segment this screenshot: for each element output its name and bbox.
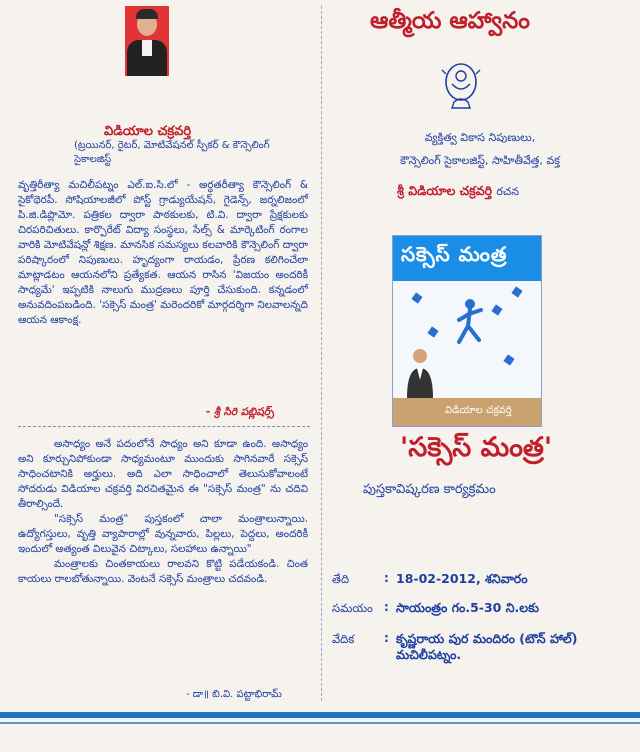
creator-role-line: కౌన్సెలింగ్ సైకాలజిస్ట్, సాహితీవేత్త, వక్త xyxy=(400,154,560,167)
date-value: 18-02-2012, శనివారం xyxy=(396,571,528,586)
review-paragraph: మంత్రాలకు చింతకాయలు రాలవని కొట్టి పడేయకండి. చింత కాయలు రాలబోతున్నాయి. వెంటనే సక్సెస్ మంత్రాలు చదవండి. xyxy=(18,558,308,585)
venue-value: కృష్ణరాయ పుర మందిరం (టౌన్ హాల్) మచిలీపట్నం. xyxy=(396,631,578,662)
author-bio: వృత్తిరీత్యా మచిలీపట్నం ఎల్.ఐ.సి.లో - అర్థతరీత్యా కౌన్సెలింగ్ & సైకోథెరపీ. సోషియాలజీలో పోస్ట్ గ్రాడ్యుయేషన్, గైడెన్స్, జర్నలిజంలో పి.జి.డిప్లొమో. పత్రికల ద్వారా పాఠకులకు, టి.వి. ద్వారా ప్రేక్షకులకు చిరపరిచితులు. కార్పొరేట్ విద్యా సంస్థలు, సేల్స్ & మార్కెటింగ్ రంగాల వారికి మోటివేషన్లో శిక్షణ. మానసిక సమస్యలు కలవారికి కౌన్సెలింగ్ ద్వారా పరిష్కారంలో నిపుణులు. హృద్యంగా రాయడం, ప్రేరణ కలిగించేలా మాట్లాడటం ఆయనలోని ప్రత్యేకత. ఆయన రాసిన 'విజయం అందరికీ సాధ్యమే' ఇప్పటికి నాలుగు ముద్రణలు పూర్తి చేసుకుంది. కన్నడంలో అనువదింపబడింది. 'సక్సెస్ మంత్ర' మరెందరికో మార్గదర్శిగా నిలవాలన్నది ఆయన ఆకాంక్ష. xyxy=(18,179,308,326)
column-divider xyxy=(321,6,322,701)
footer-bar-thin xyxy=(0,722,640,724)
runner-figure-icon xyxy=(455,298,485,348)
review-paragraph: అసాధ్యం అనే పదంలోనే సాధ్యం అని కూడా ఉంది. అసాధ్యం అని కూర్చునిపోకుండా సాధ్యమంటూ ముందుకు సాగినవారే సక్సెస్ సాధించటానికి అర్హులు. అది ఎలా సాధించాలో తెలుసుకోవాలంటే సోదరుడు విడియాల చక్రవర్తి విరచితమైన ఈ "సక్సెస్ మంత్ర" ను చదివి తీరాల్సిందే. xyxy=(18,438,308,510)
book-cover-title: సక్సెస్ మంత్ర xyxy=(401,242,508,266)
author-roles: (ట్రయినర్, రైటర్, మోటివేషనల్ స్పీకర్ & కౌన్సెలింగ్ సైకాలజిస్ట్ xyxy=(74,140,270,165)
book-cover-author: విడియాల చక్రవర్తి xyxy=(445,405,512,416)
venue-colon: : xyxy=(384,631,389,645)
date-label: తేది xyxy=(332,572,350,586)
time-label: సమయం xyxy=(332,601,373,615)
cover-shard xyxy=(411,292,422,303)
venue-label: వేదిక xyxy=(332,632,355,646)
creator-role-line: వ్యక్తిత్వ వికాస నిపుణులు, xyxy=(424,131,536,144)
footer-bar xyxy=(0,712,640,718)
event-subtitle: పుస్తకావిష్కరణ కార్యక్రమం xyxy=(363,482,496,497)
cover-shard xyxy=(491,304,502,315)
invitation-title: ఆత్మీయ ఆహ్వానం xyxy=(370,8,530,34)
publisher-signature: - శ్రీ సిరి పబ్లిషర్స్ xyxy=(206,406,275,418)
section-divider xyxy=(18,426,310,427)
cover-shard xyxy=(503,354,514,365)
time-colon: : xyxy=(384,600,389,614)
author-photo xyxy=(125,6,169,76)
creator-suffix: రచన xyxy=(496,185,519,198)
date-colon: : xyxy=(384,571,389,585)
book-cover xyxy=(392,235,542,427)
creator-line xyxy=(397,183,519,202)
author-figure-icon xyxy=(405,346,435,398)
time-value: సాయంత్రం గం.5-30 ని.లకు xyxy=(396,600,539,615)
emblem-icon xyxy=(440,62,482,110)
review-text xyxy=(18,437,308,587)
book-launch-title: 'సక్సెస్ మంత్ర' xyxy=(400,432,553,463)
cover-shard xyxy=(511,286,522,297)
review-paragraph: "సక్సెస్ మంత్ర" పుస్తకంలో చాలా మంత్రాలున్నాయి. ఉద్యోగస్తులు, వృత్తి వ్యాపారాల్లో వున్నవారు, పిల్లలు, పెద్దలు, అందరికీ ఇందులో అత్యంత విలువైన చిట్కాలు, సలహాలు ఉన్నాయి" xyxy=(18,513,308,555)
author-name: విడియాల చక్రవర్తి xyxy=(104,124,192,139)
cover-shard xyxy=(427,326,438,337)
reviewer-signature: - డా॥ బి.వి. పట్టాభిరామ్ xyxy=(186,689,282,700)
creator-name: శ్రీ విడియాల చక్రవర్తి xyxy=(397,183,492,198)
